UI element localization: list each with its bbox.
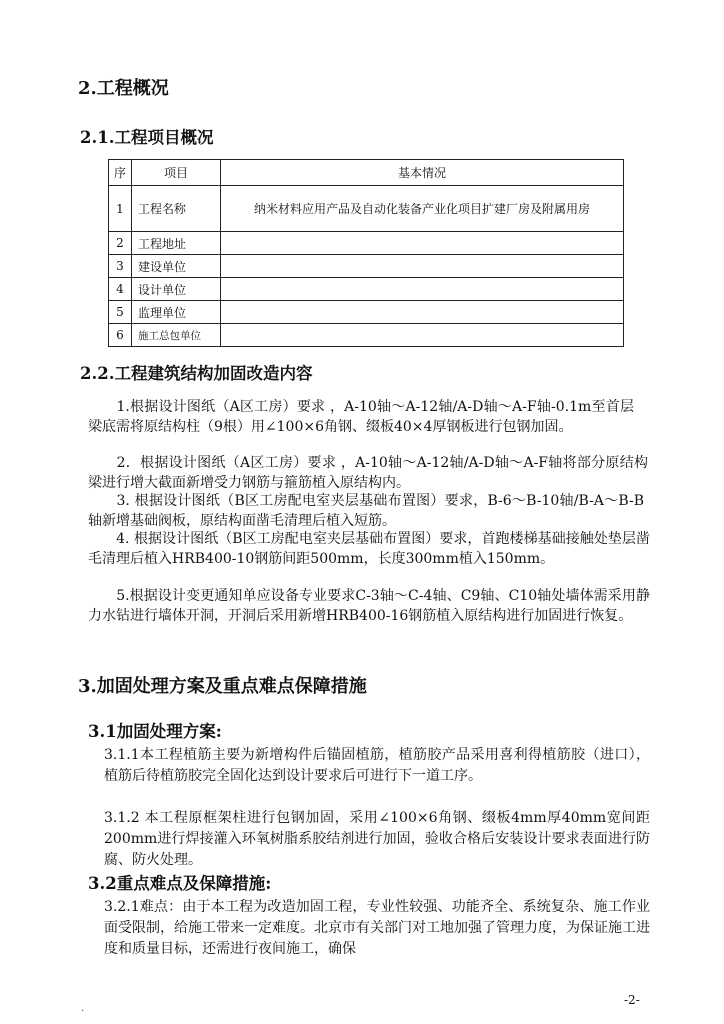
row-item: 设计单位	[132, 278, 221, 301]
section-2-1-heading: 2.1.工程项目概况	[80, 128, 214, 147]
section-2-2-heading: 2.2.工程建筑结构加固改造内容	[80, 364, 313, 383]
paragraph: 1.根据设计图纸（A区工房）要求 ，A-10轴～A-12轴/A-D轴～A-F轴-0.1m至首层梁底需将原结构柱（9根）用∠100×6角钢、缀板40×4厚钢板进行包钢加固。	[88, 399, 634, 435]
paragraph: 4. 根据设计图纸（B区工房配电室夹层基础布置图）要求，首跑楼梯基础接触处垫层凿毛清理后植入HRB400-10钢筋间距500mm，长度300mm植入150mm。	[88, 531, 650, 567]
row-info	[221, 301, 624, 324]
row-item: 施工总包单位	[132, 324, 221, 347]
row-no: 3	[109, 255, 132, 278]
footer-mark: .	[81, 1003, 85, 1014]
table-row	[109, 324, 624, 347]
table-row	[109, 255, 624, 278]
row-item: 工程名称	[132, 186, 221, 232]
project-overview-table	[108, 159, 624, 347]
row-info	[221, 232, 624, 255]
row-no: 5	[109, 301, 132, 324]
table-row	[109, 232, 624, 255]
row-no: 1	[109, 186, 132, 232]
header-item: 项目	[132, 160, 221, 186]
row-info	[221, 278, 624, 301]
paragraph: 3.2.1难点：由于本工程为改造加固工程，专业性较强、功能齐全、系统复杂、施工作业面受限制，给施工带来一定难度。北京市有关部门对工地加强了管理力度，为保证施工进度和质量目标，还需进行夜间施工，确保	[104, 899, 650, 957]
row-item: 监理单位	[132, 301, 221, 324]
paragraph: 5.根据设计变更通知单应设备专业要求C-3轴～C-4轴、C9轴、C10轴处墙体需采用静力水钻进行墙体开洞，开洞后采用新增HRB400-16钢筋植入原结构进行加固进行恢复。	[88, 588, 650, 624]
table-row	[109, 186, 624, 232]
section-3-2-heading: 3.2重点难点及保障措施:	[88, 874, 272, 893]
row-info	[221, 324, 624, 347]
section-3-1-heading: 3.1加固处理方案:	[88, 722, 222, 741]
row-no: 2	[109, 232, 132, 255]
header-info: 基本情况	[221, 160, 624, 186]
table-row	[109, 301, 624, 324]
section-2-heading: 2.工程概况	[78, 78, 169, 99]
row-info	[221, 255, 624, 278]
page-number: -2-	[624, 993, 640, 1007]
table-row	[109, 278, 624, 301]
row-no: 6	[109, 324, 132, 347]
paragraph: 3.1.1本工程植筋主要为新增构件后锚固植筋，植筋胶产品采用喜利得植筋胶（进口），植筋后待植筋胶完全固化达到设计要求后可进行下一道工序。	[104, 747, 650, 784]
section-3-heading: 3.加固处理方案及重点难点保障措施	[78, 676, 367, 697]
row-item: 工程地址	[132, 232, 221, 255]
row-item: 建设单位	[132, 255, 221, 278]
header-no: 序	[109, 160, 132, 186]
row-info: 纳米材料应用产品及自动化装备产业化项目扩建厂房及附属用房	[221, 186, 624, 232]
paragraph: 3. 根据设计图纸（B区工房配电室夹层基础布置图）要求，B-6～B-10轴/B-A～B-B轴新增基础阀板，原结构面凿毛清理后植入短筋。	[88, 493, 644, 529]
row-no: 4	[109, 278, 132, 301]
paragraph: 2．根据设计图纸（A区工房）要求 ，A-10轴～A-12轴/A-D轴～A-F轴将部分原结构梁进行增大截面新增受力钢筋与箍筋植入原结构内。	[88, 455, 648, 491]
paragraph: 3.1.2 本工程原框架柱进行包钢加固，采用∠100×6角钢、缀板4mm厚40mm宽间距200mm进行焊接灌入环氧树脂系胶结剂进行加固，验收合格后安装设计要求表面进行防腐、防火处理。	[104, 810, 650, 868]
table-header-row	[109, 160, 624, 186]
